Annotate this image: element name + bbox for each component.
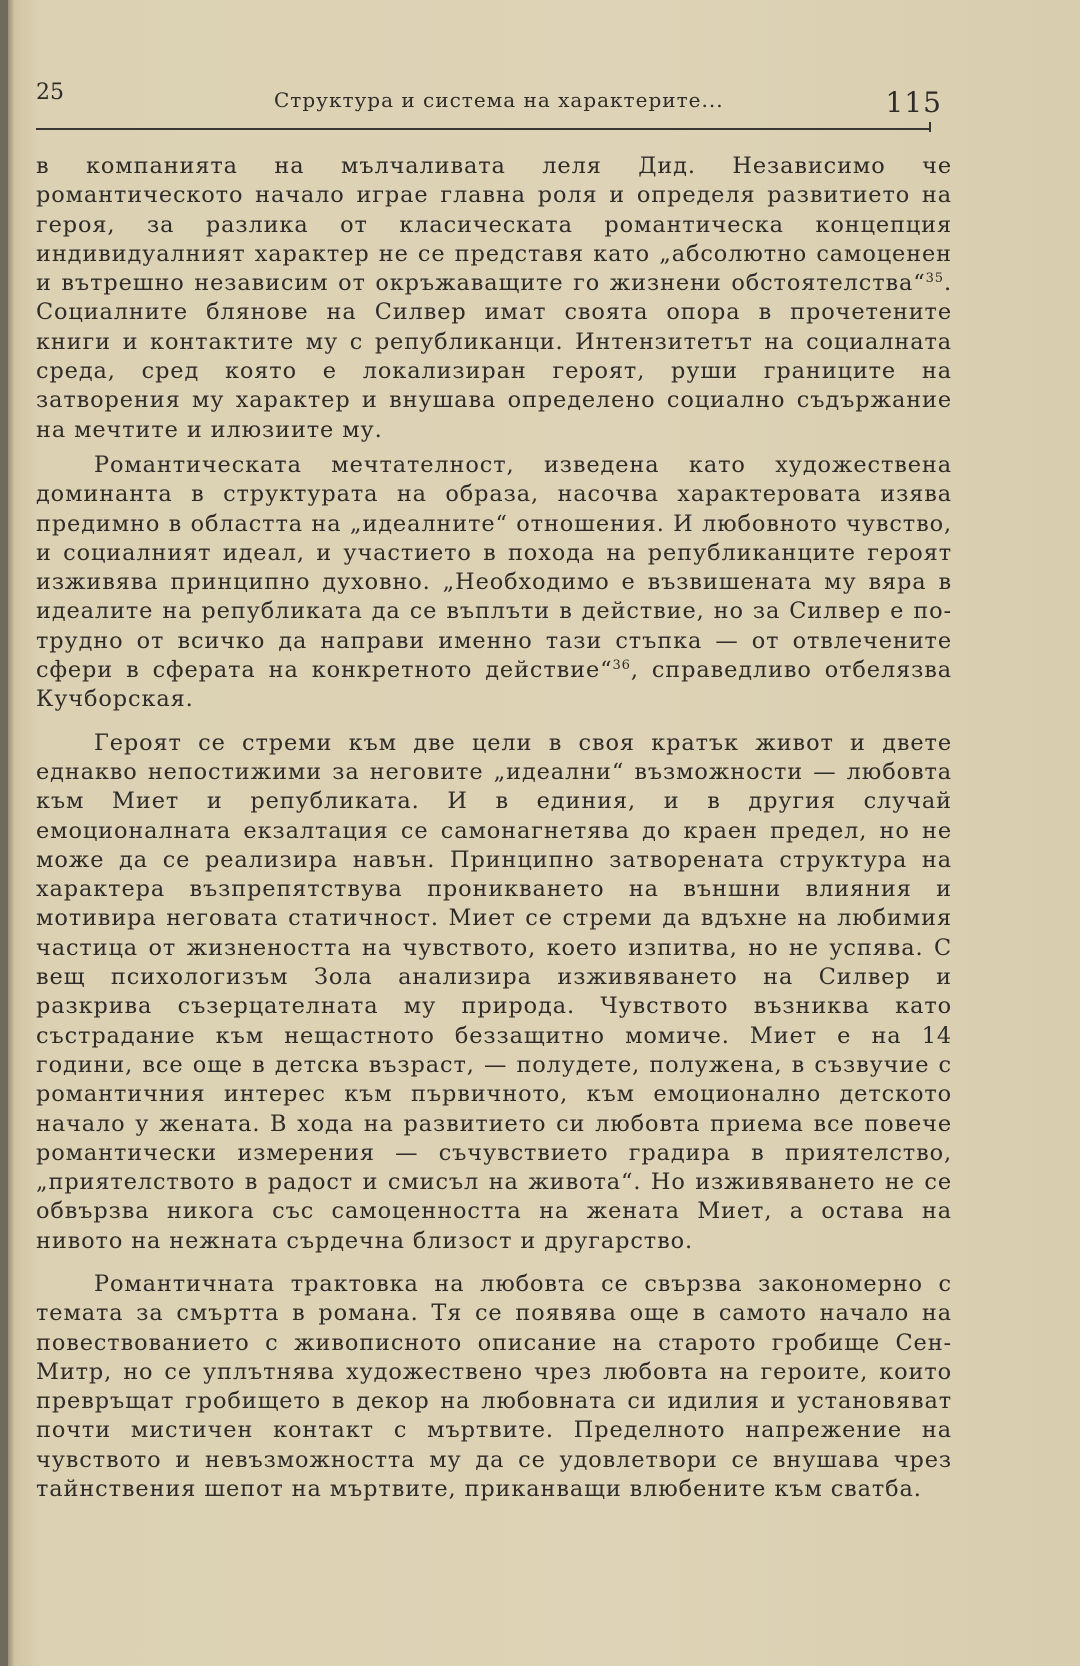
footnote-ref-35: 35 [925, 271, 944, 287]
text-run: Героят се стреми към две цели в своя кратък живот и двете еднакво непостижими за неговите „идеални“ възможности — любовта към Миет и републиката. И в единия, и в другия случай емоционалната екзалтация се самонагнетява до краен предел, но не може да се реализира навън. Принципно затворената структура на характера възпрепятствува проникването на външни влияния и мотивира неговата статичност. Миет се стреми да вдъхне на любимия частица от жизнеността на чувството, което изпитва, но не успява. С вещ психологизъм Зола анализира изживяването на Силвер и разкрива съзерцателната му природа. Чувството възниква като състрадание към нещастното беззащитно момиче. Миет е на 14 години, все още в детска възраст, — полудете, полужена, в съзвучие с романтичния интерес към първичното, към емоционално детското начало у жената. В хода на развитието си любовта приема все повече романтически измерения — съчувствието градира в приятелство, „приятелството в радост и смисъл на живота“. Но изживяването не се обвързва никога със самоценността на жената Миет, а остава на нивото на нежната сърдечна близост и другарство. [36, 729, 952, 1254]
paragraph [36, 451, 952, 715]
header-rule-tick [929, 122, 931, 132]
text-run: в компанията на мълчаливата леля Дид. Независимо че романтическото начало играе главна роля и определя развитието на героя, за разлика от класическата романтическа концепция индивидуалният характер не се представя като „абсолютно самоценен и вътрешно независим от окръжаващите го жизнени обстоятелства“ [36, 153, 952, 297]
page-header [36, 78, 942, 122]
text-run: . Социалните блянове на Силвер имат своята опора в прочетените книги и контактите му с републиканци. Интензитетът на социалната среда, сред която е локализиран героят, руши границите на затворения му характер и внушава определено социално съдържание на мечтите и илюзиите му. [36, 270, 952, 443]
paragraph [36, 152, 952, 445]
text-run: , справедливо отбелязва Кучборская. [36, 657, 952, 713]
book-spine-shadow [0, 0, 8, 1666]
paragraph [36, 1270, 952, 1504]
footnote-ref-36: 36 [612, 658, 631, 674]
text-run: Романтичната трактовка на любовта се свързва закономерно с темата за смъртта в романа. Тя се появява още в самото начало на повествованието с живописното описание на старото гробище Сен-Митр, но се уплътнява художествено чрез любовта на героите, които превръщат гробището в декор на любовната си идилия и установяват почти мистичен контакт с мъртвите. Пределното напрежение на чувството и невъзможността му да се удовлетвори се внушава чрез тайнствения шепот на мъртвите, приканващи влюбените към сватба. [36, 1270, 952, 1503]
running-title: Структура и система на характерите... [274, 88, 724, 112]
header-rule [36, 128, 930, 130]
body-text [36, 152, 952, 1504]
page-number: 115 [885, 86, 942, 119]
header-left-number: 25 [36, 80, 64, 105]
book-spine-edge [8, 0, 14, 1666]
text-run: Романтическата мечтателност, изведена като художествена доминанта в структурата на образа, насочва характеровата изява предимно в областта на „идеалните“ отношения. И любовното чувство, и социалният идеал, и участието в похода на републиканците героят изживява принципно духовно. „Необходимо е възвишената му вяра в идеалите на републиката да се въплъти в действие, но за Силвер е по-трудно от всичко да направи именно тази стъпка — от отвлечените сфери в сферата на конкретното действие“ [36, 451, 952, 684]
paragraph [36, 729, 952, 1256]
